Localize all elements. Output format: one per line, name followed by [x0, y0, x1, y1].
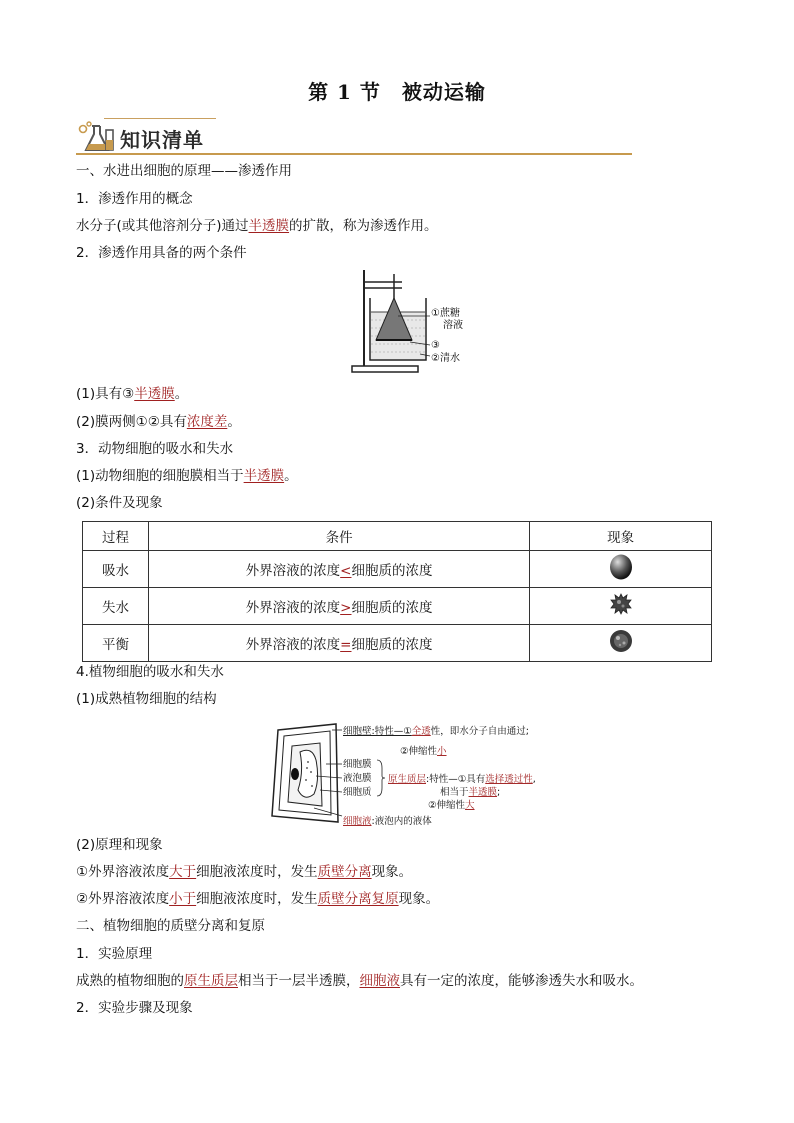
- punct: ;: [497, 787, 501, 798]
- protoplast-property-2: ②伸缩性: [428, 800, 466, 811]
- section-banner: [76, 118, 632, 156]
- page-title: 第 1 节 被动运输: [308, 80, 486, 104]
- protoplast-property-1: :特性—①具有: [426, 774, 486, 785]
- table-row: [83, 625, 712, 662]
- plant-cell-point-1: (1)成熟植物细胞的结构: [76, 691, 217, 707]
- wall-property-2: ②伸缩性: [400, 746, 438, 757]
- paragraph-osmosis-definition: 水分子(或其他溶剂分子)通过半透膜的扩散，称为渗透作用。: [76, 218, 438, 234]
- cell-sap-label: 细胞液: [343, 816, 372, 827]
- label-sucrose-b: 溶液: [443, 320, 463, 331]
- vacuole-membrane-label: 液泡膜: [343, 773, 372, 784]
- condition-cell: 外界溶液的浓度<细胞质的浓度: [148, 551, 529, 588]
- wall-property-2-value: 小: [437, 746, 447, 757]
- condition-2: (2)膜两侧①②具有浓度差。: [76, 414, 241, 430]
- subheading-1-2: 2．渗透作用具备的两个条件: [76, 245, 247, 261]
- swollen-cell-icon: [608, 553, 634, 581]
- table-row: [83, 588, 712, 625]
- normal-cell-icon: [608, 628, 634, 654]
- subheading-1-4: 4.植物细胞的吸水和失水: [76, 664, 224, 680]
- punct: ,: [532, 774, 536, 785]
- experiment-principle: 成熟的植物细胞的原生质层相当于一层半透膜，细胞液具有一定的浓度，能够渗透失水和吸水。: [76, 973, 643, 989]
- svg-text:细胞壁:特性—①全透性，即水分子自由通过;: [343, 725, 529, 737]
- svg-text:②伸缩性小: [400, 745, 447, 757]
- cytoplasm-label: 细胞质: [343, 787, 372, 798]
- phenomenon-cell: [530, 551, 712, 588]
- section-heading-2: 二、植物细胞的质壁分离和复原: [76, 918, 265, 934]
- osmosis-apparatus-figure: [350, 268, 480, 376]
- protoplast-equivalent: 相当于: [440, 787, 469, 798]
- header-phenomenon: 现象: [530, 522, 712, 551]
- table-row: [83, 551, 712, 588]
- subheading-1-1: 1．渗透作用的概念: [76, 191, 193, 207]
- plasmolysis-line: ①外界溶液浓度大于细胞液浓度时，发生质壁分离现象。: [76, 864, 413, 880]
- deplasmolysis-line: ②外界溶液浓度小于细胞液浓度时，发生质壁分离复原现象。: [76, 891, 440, 907]
- process-cell: 吸水: [83, 551, 149, 588]
- wall-property-1-desc: 性，即水分子自由通过;: [430, 726, 529, 737]
- banner-label: 知识清单: [120, 128, 204, 152]
- table-header-row: [83, 522, 712, 551]
- svg-text:细胞液:液泡内的液体: [343, 815, 432, 827]
- animal-cell-point-2: (2)条件及现象: [76, 495, 163, 511]
- header-process: 过程: [83, 522, 149, 551]
- condition-1: (1)具有③半透膜。: [76, 386, 189, 402]
- process-cell: 失水: [83, 588, 149, 625]
- phenomenon-cell: [530, 625, 712, 662]
- svg-text:②伸缩性大: [428, 799, 475, 811]
- condition-cell: 外界溶液的浓度>细胞质的浓度: [148, 588, 529, 625]
- label-sucrose-a: ①蔗糖: [431, 308, 460, 319]
- svg-text:原生质层:特性—①具有选择透过性,: [388, 773, 536, 785]
- phenomenon-cell: [530, 588, 712, 625]
- subheading-2-2: 2．实验步骤及现象: [76, 1000, 193, 1016]
- cell-membrane-label: 细胞膜: [343, 759, 372, 770]
- banner-bottom-rule: [76, 153, 632, 155]
- protoplast-equivalent-value: 半透膜: [468, 787, 498, 798]
- plant-cell-structure-figure: [270, 716, 560, 830]
- banner-top-rule: [104, 118, 216, 119]
- protoplast-layer-label: 原生质层: [388, 774, 427, 785]
- cell-wall-label: 细胞壁:特性—①: [343, 726, 412, 737]
- cell-sap-desc: :液泡内的液体: [371, 816, 432, 827]
- protoplast-property-2-value: 大: [465, 800, 475, 811]
- section-heading-1: 一、水进出细胞的原理——渗透作用: [76, 163, 292, 179]
- label-membrane: ③: [431, 340, 440, 351]
- flask-icon: [76, 120, 118, 154]
- svg-text:相当于半透膜;: [440, 786, 500, 798]
- header-condition: 条件: [148, 522, 529, 551]
- subheading-2-1: 1．实验原理: [76, 946, 153, 962]
- conditions-table: [82, 521, 712, 662]
- plant-cell-point-2: (2)原理和现象: [76, 837, 163, 853]
- animal-cell-point-1: (1)动物细胞的细胞膜相当于半透膜。: [76, 468, 298, 484]
- label-clear-water: ②清水: [431, 353, 460, 364]
- shrunken-cell-icon: [609, 592, 633, 616]
- subheading-1-3: 3．动物细胞的吸水和失水: [76, 441, 234, 457]
- protoplast-property-1-value: 选择透过性: [485, 774, 533, 785]
- condition-cell: 外界溶液的浓度=细胞质的浓度: [148, 625, 529, 662]
- process-cell: 平衡: [83, 625, 149, 662]
- wall-property-1: 全透: [411, 726, 431, 737]
